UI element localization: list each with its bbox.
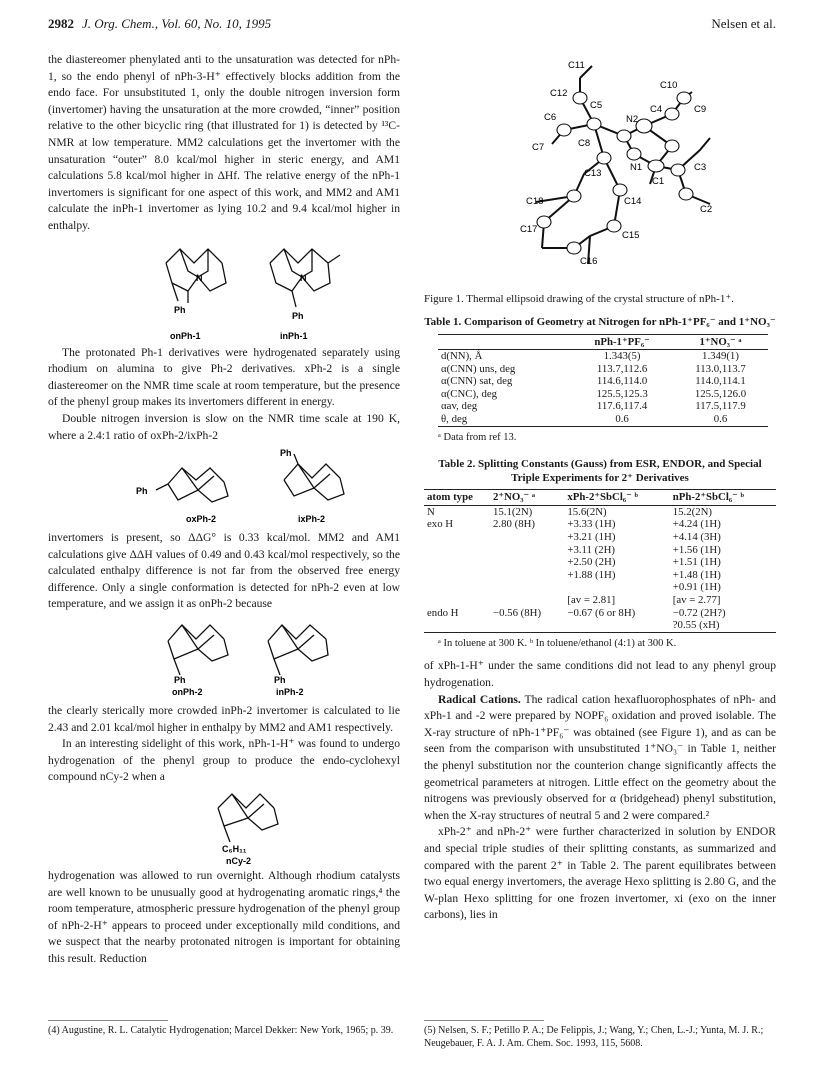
table-cell <box>490 569 564 582</box>
compound-label-nCy2: nCy-2 <box>226 856 252 867</box>
table-row <box>424 594 776 607</box>
nitrogen-label: N <box>196 272 203 283</box>
table-row <box>424 569 776 582</box>
paragraph <box>424 692 776 825</box>
table-row <box>438 363 768 376</box>
atom-label: C8 <box>578 138 591 149</box>
atom-label: C6 <box>544 112 557 123</box>
page-header <box>48 16 776 36</box>
table-header-cell: 1⁺NO₃⁻ ᵃ <box>699 335 742 348</box>
paragraph: hydrogenation was allowed to run overnight. Although rhodium catalysts are well known to be unusually good at hydrogenating aromatic rings,⁴ the room temperature, atmospheric pressure hydrogenation of the phenyl group of nPh-2-H⁺ appears to proceed under exceptionally mild conditions, and we suspect that the nearby protonated nitrogen is important for obtaining this result. Reduction <box>48 869 400 965</box>
structure-onPh2-inPh2 <box>48 613 400 703</box>
atom-label: C16 <box>580 256 598 267</box>
compound-label-inPh1: inPh-1 <box>280 330 308 341</box>
bicyclic-structures-1 <box>48 235 400 345</box>
phenyl-label: Ph <box>136 486 148 497</box>
paragraph: the clearly sterically more crowded inPh-2 invertomer is calculated to lie 2.43 and 2.01 kcal/mol higher in enthalpy by MM2 and AM1 respectively. <box>48 704 400 734</box>
table-cell: +3.11 (2H) <box>567 543 616 556</box>
atom-label: C12 <box>550 88 568 99</box>
phenyl-label: Ph <box>292 310 304 321</box>
table-cell: θ, deg <box>441 413 468 426</box>
table-1 <box>438 334 768 427</box>
atom-label: C7 <box>532 142 545 153</box>
table-cell: 114.6,114.0 <box>596 375 648 388</box>
atom-label: N1 <box>630 162 643 173</box>
cyclohexyl-label: C₆H₁₁ <box>222 844 247 855</box>
table-cell: 1.343(5) <box>603 350 641 363</box>
atom-label: C17 <box>520 224 538 235</box>
table-row <box>424 518 776 531</box>
structure-oxPh2-ixPh2 <box>48 444 400 530</box>
table-cell: +4.14 (3H) <box>672 531 721 544</box>
phenyl-label: Ph <box>174 304 186 315</box>
phenyl-label: Ph <box>280 448 292 459</box>
bicyclic-structure-cy <box>48 786 400 868</box>
table-cell <box>490 594 564 607</box>
table-cell: 1.349(1) <box>702 350 739 363</box>
compound-label-inPh2: inPh-2 <box>276 687 304 698</box>
table-row <box>424 607 776 620</box>
table-cell: [av = 2.77] <box>672 594 721 606</box>
table-row <box>424 544 776 557</box>
paragraph: of xPh-1-H⁺ under the same conditions did not lead to any phenyl group hydrogenation. <box>424 659 776 689</box>
table-header-cell: nPh-2⁺SbCl₆⁻ ᵇ <box>672 491 744 504</box>
table-cell <box>564 581 669 594</box>
footnote-rule <box>424 1020 544 1021</box>
table-1-footnote: ᵃ Data from ref 13. <box>438 431 517 443</box>
table-row <box>438 350 768 363</box>
table-2-title: Table 2. Splitting Constants (Gauss) from ESR, ENDOR, and Special Triple Experiments for 2⁺ Derivatives <box>438 458 762 484</box>
table-cell: 2.80 (8H) <box>493 518 535 531</box>
bicyclic-structures-3 <box>48 613 400 703</box>
table-cell: 117.6,117.4 <box>596 400 648 413</box>
journal-citation: J. Org. Chem., Vol. 60, No. 10, 1995 <box>82 16 272 31</box>
atom-label: C18 <box>526 196 544 207</box>
table-cell: ?0.55 (xH) <box>672 619 720 632</box>
reference-4: (4) Augustine, R. L. Catalytic Hydrogenation; Marcel Dekker: New York, 1965; p. 39. <box>48 1025 394 1036</box>
table-cell: endo H <box>427 606 459 619</box>
atom-label: C5 <box>590 100 603 111</box>
table-cell <box>490 531 564 544</box>
table-cell <box>424 544 490 557</box>
table-2-footnote: ᵃ In toluene at 300 K. ᵇ In toluene/ethanol (4:1) at 300 K. <box>438 637 677 649</box>
table-cell: 113.7,112.6 <box>596 362 648 375</box>
table-cell: exo H <box>427 518 454 531</box>
nitrogen-label: N <box>300 272 307 283</box>
table-cell: +2.50 (2H) <box>567 556 616 569</box>
right-column <box>424 52 776 924</box>
figure-caption: Figure 1. Thermal ellipsoid drawing of the crystal structure of nPh-1⁺. <box>424 292 734 305</box>
paragraph: The protonated Ph-1 derivatives were hydrogenated separately using rhodium on alumina to give Ph-2 derivatives. xPh-2 is a single diastereomer on the NMR time scale at room temperature, but the presence of the phenyl group makes its invertomers different in energy. <box>48 345 400 409</box>
compound-label-onPh2: onPh-2 <box>172 687 203 698</box>
table-cell: +4.24 (1H) <box>672 518 721 531</box>
table-cell: +1.88 (1H) <box>567 568 616 581</box>
atom-label: C10 <box>660 80 678 91</box>
structure-onPh1-inPh1 <box>48 235 400 345</box>
table-cell <box>490 556 564 569</box>
table-cell: 125.5,126.0 <box>694 387 747 400</box>
footnote-rule <box>48 1020 168 1021</box>
table-header-row <box>438 334 768 350</box>
paragraph-text: The radical cation hexafluorophosphates of nPh- and xPh-1 and -2 were prepared by NOPF₆ oxidation and proved isolable. The X-ray structure of nPh-1⁺PF₆⁻ was obtained (see Figure 1), and as can be seen from the comparison with unsubstituted 1⁺NO₃⁻ in Table 1, neither the phenyl substitution nor the counterion change significantly affects the geometrical parameters at nitrogen. Little effect on the geometry about the nitrogens was previously observed for α (bridgehead) phenyl substitution, when the X-ray structures of neutral 5 and 2 were compared.² <box>424 692 776 822</box>
atom-label: C15 <box>622 230 640 241</box>
table-header-cell: nPh-1⁺PF₆⁻ <box>594 335 650 348</box>
table-cell: 15.1(2N) <box>493 505 533 518</box>
table-cell: −0.67 (6 or 8H) <box>567 606 636 619</box>
table-cell: α(CNC), deg <box>441 387 498 400</box>
table-row <box>438 413 768 426</box>
table-cell: 114.0,114.1 <box>695 375 746 388</box>
phenyl-label: Ph <box>174 675 186 686</box>
table-2 <box>424 489 776 633</box>
table-cell: 15.2(2N) <box>672 505 713 518</box>
table-cell <box>424 581 490 594</box>
table-cell: 125.5,125.3 <box>596 387 648 400</box>
table-cell <box>424 594 490 607</box>
atom-label: C1 <box>652 176 665 187</box>
atom-label: C13 <box>584 168 602 179</box>
table-cell: N <box>427 505 435 518</box>
table-header-cell: xPh-2⁺SbCl₆⁻ ᵇ <box>567 491 638 504</box>
table-cell: 113.0,113.7 <box>695 362 746 375</box>
atom-label: C4 <box>650 104 663 115</box>
table-cell <box>424 556 490 569</box>
running-head <box>48 16 271 32</box>
footnote-left <box>48 1020 400 1038</box>
ortep-drawing <box>424 52 776 272</box>
reference-5: (5) Nelsen, S. F.; Petillo P. A.; De Felippis, J.; Wang, Y.; Chen, L.-J.; Yunta, M. J. R.; Neugebauer, F. A. J. Am. Chem. Soc. 1993, 115, 5608. <box>424 1025 764 1049</box>
table-cell <box>424 619 490 632</box>
atom-label: C3 <box>694 162 707 173</box>
compound-label-onPh1: onPh-1 <box>170 330 201 341</box>
table-cell: +1.48 (1H) <box>672 568 721 581</box>
table-row <box>424 619 776 632</box>
table-cell: −0.56 (8H) <box>493 606 542 619</box>
paragraph: In an interesting sidelight of this work, nPh-1-H⁺ was found to undergo hydrogenation of the phenyl group to produce the endo-cyclohexyl compound nCy-2 when a <box>48 737 400 784</box>
footnote-right <box>424 1020 776 1050</box>
table-cell <box>424 569 490 582</box>
table-cell: 0.6 <box>713 413 728 426</box>
table-cell: 117.5,117.9 <box>695 400 746 413</box>
compound-label-ixPh2: ixPh-2 <box>298 514 326 525</box>
atom-label: C14 <box>624 196 642 207</box>
table-cell: 0.6 <box>615 413 629 426</box>
table-row <box>438 388 768 401</box>
page-number: 2982 <box>48 16 74 31</box>
atom-label: C9 <box>694 104 707 115</box>
table-header-row <box>424 490 776 506</box>
phenyl-label: Ph <box>274 675 286 686</box>
table-cell <box>490 619 564 632</box>
table-row <box>438 375 768 388</box>
paragraph: invertomers is present, so ΔΔG° is 0.33 kcal/mol. MM2 and AM1 calculations give ΔΔH values of 0.49 and 0.43 kcal/mol respectively, so the calculated enthalpy difference is not far from the observed free energy difference. Only a single conformation is detected for nPh-2 even at low temperature, and we assign it as onPh-2 because <box>48 531 400 611</box>
table-row <box>438 400 768 413</box>
table-header-cell <box>438 334 571 350</box>
authors: Nelsen et al. <box>711 16 776 31</box>
table-row <box>424 531 776 544</box>
table-cell: +1.56 (1H) <box>672 543 721 556</box>
table-header-cell: atom type <box>427 491 473 504</box>
left-column <box>48 52 400 968</box>
section-heading: Radical Cations. <box>438 692 521 706</box>
figure-1 <box>424 52 776 308</box>
bicyclic-structures-2 <box>48 444 400 530</box>
atom-label: C2 <box>700 204 713 215</box>
table-cell <box>424 531 490 544</box>
table-row <box>424 581 776 594</box>
table-cell <box>564 619 669 632</box>
table-cell: α(CNN) uns, deg <box>441 362 516 375</box>
paragraph: Double nitrogen inversion is slow on the NMR time scale at 190 K, where a 2.4:1 ratio of oxPh-2/ixPh-2 <box>48 411 400 442</box>
table-cell: +1.51 (1H) <box>672 556 721 569</box>
structure-nCy2 <box>48 786 400 868</box>
table-cell: −0.72 (2H?) <box>672 606 726 619</box>
table-cell: d(NN), Å <box>441 350 483 363</box>
table-header-cell: 2⁺NO₃⁻ ᵃ <box>493 491 536 504</box>
table-row <box>424 505 776 518</box>
table-cell: αav, deg <box>441 400 478 413</box>
paragraph: the diastereomer phenylated anti to the unsaturation was detected for nPh-1, so the endo phenyl of nPh-3-H⁺ effectively blocks addition from the endo face. For unsubstituted 1, only the double nitrogen inversion form (invertomer) having the unsaturation at the more crowded, “inner” position relative to the other bicyclic ring (that illustrated for 1) is detected by ¹³C-NMR at low temperature. MM2 calculations get the invertomer with the unsaturation “outer” 8.0 kcal/mol higher in steric energy, and AM1 calculations 5.8 kcal/mol higher in ΔHf. The relative energy of the nPh-1 invertomers is significant for one aspect of this work, and MM2 and AM1 calculate the inPh-1 invertomer as lying 10.2 and 9.4 kcal/mol higher in enthalpy. <box>48 53 400 232</box>
table-cell: +3.33 (1H) <box>567 518 616 531</box>
atom-label: C11 <box>568 60 585 71</box>
table-cell: [av = 2.81] <box>567 594 616 606</box>
table-cell <box>490 544 564 557</box>
table-cell: +0.91 (1H) <box>672 581 721 594</box>
compound-label-oxPh2: oxPh-2 <box>186 514 217 525</box>
table-cell: +3.21 (1H) <box>567 531 616 544</box>
table-cell: α(CNN) sat, deg <box>441 375 513 388</box>
atom-label: N2 <box>626 114 639 125</box>
table-cell <box>490 581 564 594</box>
table-cell: 15.6(2N) <box>567 505 607 518</box>
paragraph: xPh-2⁺ and nPh-2⁺ were further characterized in solution by ENDOR and special triple studies of their splitting constants, as summarized and compared with the parent 2⁺ in Table 2. The parent equilibrates between two equal energy invertomers, the average Hexo splitting is 2.80 G, and the W-plan Hexo splitting for one frozen invertomer, xi (exo on the inner carbons), lies in <box>424 825 776 922</box>
table-row <box>424 556 776 569</box>
table-1-title: Table 1. Comparison of Geometry at Nitrogen for nPh-1⁺PF₆⁻ and 1⁺NO₃⁻ <box>424 316 776 328</box>
